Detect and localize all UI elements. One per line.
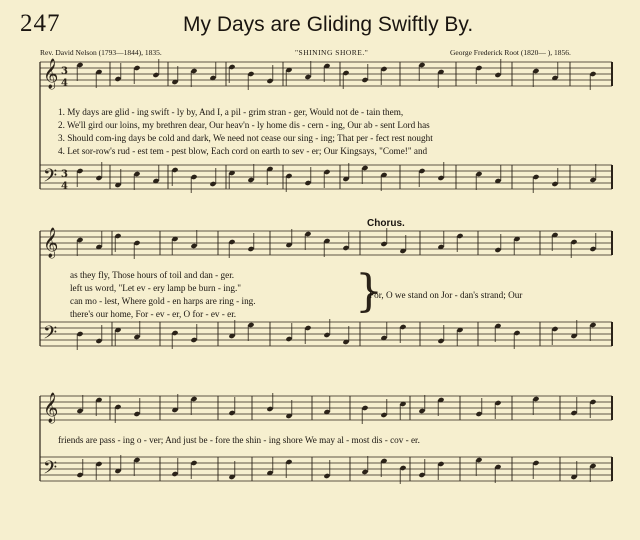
treble-clef-icon: 𝄞 xyxy=(43,59,59,89)
verse2-line-1: as they fly, Those hours of toil and dan - ger. xyxy=(70,270,235,280)
time-sig-bottom-bass: 4 xyxy=(61,181,68,192)
time-sig-top: 3 xyxy=(61,66,68,77)
verse-line-2: 2. We'll gird our loins, my brethren dear, Our heav'n - ly home dis - cern - ing, Our ab - sent Lord has xyxy=(58,120,430,130)
time-sig-top-bass: 3 xyxy=(61,169,68,180)
hymn-title: My Days are Gliding Swiftly By. xyxy=(183,13,474,36)
system3-lyric: friends are pass - ing o - ver; And just be - fore the shin - ing shore We may al - most dis - cov - er. xyxy=(58,435,420,445)
bass-clef-icon: 𝄢 xyxy=(43,323,58,348)
tune-name: "SHINING SHORE." xyxy=(295,48,369,57)
author-credit: Rev. David Nelson (1793—1844), 1835. xyxy=(40,48,162,57)
composer-credit: George Frederick Root (1820— ), 1856. xyxy=(450,48,571,57)
treble-clef-icon: 𝄞 xyxy=(43,228,59,258)
hymn-number: 247 xyxy=(20,10,61,37)
chorus-label: Chorus. xyxy=(367,218,405,229)
verse-line-1: 1. My days are glid - ing swift - ly by, And I, a pil - grim stran - ger, Would not de - tain them, xyxy=(58,107,404,117)
bass-clef-icon: 𝄢 xyxy=(43,458,58,483)
bass-clef-icon: 𝄢 xyxy=(43,166,58,191)
time-sig-bottom: 4 xyxy=(61,78,68,89)
verse2-line-3: can mo - lest, Where gold - en harps are ring - ing. xyxy=(70,296,256,306)
treble-clef-icon: 𝄞 xyxy=(43,393,59,423)
verse-line-3: 3. Should com-ing days be cold and dark, We need not cease our sing - ing; That per - fect rest nought xyxy=(58,133,433,143)
verse2-line-4: there's our home, For - ev - er, O for - ev - er. xyxy=(70,309,237,319)
verse-brace-icon: } xyxy=(355,266,383,317)
verse2-line-2: left us word, "Let ev - ery lamp be burn - ing." xyxy=(70,283,242,293)
verse-line-4: 4. Let sor-row's rud - est tem - pest blow, Each cord on earth to sev - er; Our Kingsays, "Come!" and xyxy=(58,146,428,156)
chorus-line: For, O we stand on Jor - dan's strand; Our xyxy=(369,290,523,300)
